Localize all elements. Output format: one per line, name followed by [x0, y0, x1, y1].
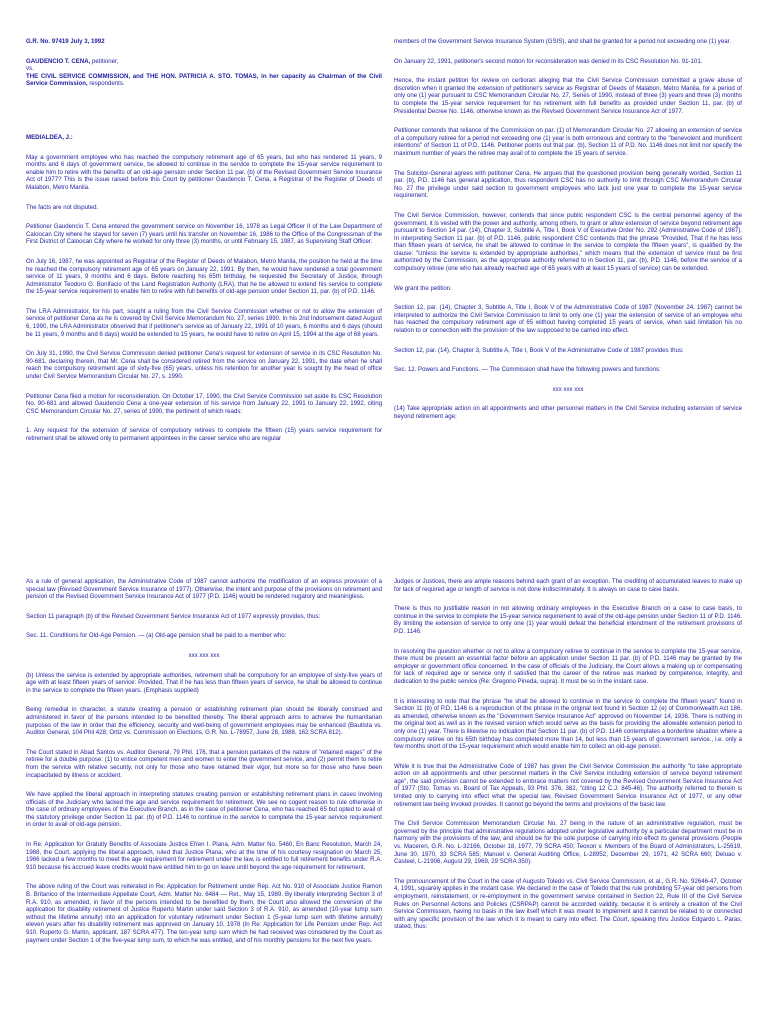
paragraph: On July 31, 1990, the Civil Service Commission denied petitioner Cena's request for extension of service in its CSC Resolution No. 90-681, declaring therein, that Mr. Cena shall be considered retired from the service on January 22, 1991, the date when he shall reach the compulsory retirement age of sixty-five (65) years, unless his retention for another year is sought by the head of office under Civil Service Memorandum Circular No. 27, s. 1990.	[26, 350, 382, 381]
paragraph: The LRA Administrator, for his part, sought a ruling from the Civil Service Commission whether or not to allow the extension of service of petitioner Cena as he is covered by Civil Service Memorandum No. 27, series 1990. In his 2nd Indorsement dated August 6, 1990, the LRA Administrator observed that if petitioner's service as of January 22, 1991 of 10 years, 6 months and 6 days (should be 11 years, 9 months and 6 days) would be extended to 15 years, he would have to retire on April 15, 1994 at the age of 68 years.	[26, 307, 382, 338]
paragraph: There is thus no justifiable reason in not allowing ordinary employees in the Executive Branch on a case to case basis, to continue in the service to complete the 15-year service requirement to avail of the old-age pension under Section 11 of P.D. 1146. By limiting the extension of service to only one (1) year would defeat the beneficial intendment of the retirement provisions of P.D. 1146.	[394, 605, 742, 635]
respondent-role: respondents.	[87, 80, 125, 88]
paragraph: Section 12, par. (14), Chapter 3, Subtitle A, Title I, Book V of the Administrative Code of 1987 provides thus:	[394, 346, 684, 354]
paragraph: Petitioner contends that reliance of the Commission on par. (1) of Memorandum Circular No. 27 allowing an extension of service of a compulsory retiree for a period not exceeding one (1) year is both erroneous and contrary to the "benevolent and munificent intentions" of Section 11 of P.D. 1146. Petitioner points out that par. (b), Section 11 of P.D. No. 1146 does not limit nor specify the maximum number of years the retiree may avail of to complete the 15 years of service.	[394, 127, 742, 157]
ponente: MEDIALDEA, J.:	[26, 133, 73, 141]
case-number: G.R. No. 97419 July 3, 1992	[26, 38, 105, 45]
paragraph: The Solicitor-General agrees with petitioner Cena. He argues that the questioned provision being generally worded, Section 11 par. (b), P.D. 1146 has general application, thus respondent CSC has no authority to limit through CSC Memorandum Circular No. 27 the privilege under said section to government employees who lack just one year to complete the 15-year service requirement.	[394, 169, 742, 200]
paragraph: As a rule of general application, the Administrative Code of 1987 cannot authorize the modification of an express provision of a special law (Revised Government Service Insurance of 1977). Otherwise, the intent and purpose of the provisions on retirement and pension of the Revised Government Service Insurance Act of 1977 (P.D. 1146) would be rendered nugatory and meaningless.	[26, 578, 382, 601]
paragraph: The Court stated in Abad Santos vs. Auditor General, 79 Phil. 176, that a pension partakes of the nature of "retained wages" of the retiree for a double purpose: (1) to entice competent men and women to enter the government service, and (2) permit them to retire from the service with relative security, not only for those who have retained their vigor, but more so for those who have been incapacitated by illness or accident.	[26, 748, 382, 779]
paragraph: The facts are not disputed.	[26, 203, 99, 211]
respondent-names: THE CIVIL SERVICE COMMISSION, and THE HON. PATRICIA A. STO. TOMAS, in her capacity as Chairman of the Civil Service Commission,	[26, 72, 382, 88]
paragraph: While it is true that the Administrative Code of 1987 has given the Civil Service Commission the authority "to take appropriate action on all appointments and other personnel matters in the Civil Service including extension of service beyond retirement age", the said provision cannot be extended to embrace matters not covered by the Revised Government Service Insurance Act of 1977 (Sto. Tomas vs. Board of Tax Appeals, 93 Phil. 376, 382, "citing 12 C.J. 845-46). The authority referred to therein is limited only to carrying into effect what the special law, Revised Government Service Insurance Act of 1977, or any other retirement law being invoked provides. It cannot go beyond the terms and provisions of the basic law.	[394, 762, 742, 808]
paragraph: 1. Any request for the extension of service of compulsory retirees to complete the fifteen (15) years service requirement for retirement shall be allowed only to permanent appointees in the career service who are regular	[26, 427, 382, 442]
paragraph: Sec. 12. Powers and Functions. — The Commission shall have the following powers and functions:	[394, 366, 661, 374]
paragraph: Sec. 11. Conditions for Old-Age Pension. — (a) Old-age pension shall be paid to a member who:	[26, 632, 287, 640]
paragraph: The Civil Service Commission Memorandum Circular No. 27 being in the nature of an administrative regulation, must be governed by the principle that administrative regulations adopted under legislative authority by a particular department must be in harmony with the provisions of the law, and should be for the sole purpose of carrying into effect its general provisions (People vs. Maceren, G.R. No. L-32166, October 18, 1977, 79 SCRA 450; Teoxon v. Members of the Board of Administrators, L-25619, June 30, 1970, 33 SCRA 585; Manuel v. General Auditing Office, L-28952, December 29, 1971, 42 SCRA 660; Deluao v. Casteel, L-21906, August 29, 1969, 29 SCRA 350).	[394, 820, 742, 866]
paragraph: Petitioner Gaudencio T. Cena entered the government service on November 16, 1978 as Legal Officer II of the Law Department of Caloocan City where he stayed for seven (7) years until his transfer on November 16, 1986 to the Office of the Congressman of the First District of Caloocan City where he worked for only three (3) months, or until February 15, 1987, as Supervising Staff Officer.	[26, 223, 382, 246]
petitioner-name: GAUDENCIO T. CENA,	[26, 57, 91, 65]
paragraph: The Civil Service Commission, however, contends that since public respondent CSC is the central personnel agency of the government, it is vested with the power and authority, among others, to grant or allow extension of service beyond retirement age pursuant to Section 14 par. (14), Chapter 3, Subtitle A, Title I, Book V of Executive Order No. 292 (Administrative Code of 1987). In interpreting Section 11 par. (b) of P.D. 1146, public respondent CSC contends that the phrase "Provided, That if he has less than fifteen years of service, he shall be allowed to continue in the service to complete the fifteen years", is qualified by the clause: "Unless the service is extended by appropriate authorities," which means that the extension of service must be first authorized by the Commission, as the appropriate authority referred to in Section 11, par. (b), P.D. 1146, before the service of a compulsory retiree (one who has already reached age of 65 years with at least 15 years of service) can be extended.	[394, 211, 742, 273]
paragraph: Judges or Justices, there are ample reasons behind each grant of an exception. The crediting of accumulated leaves to make up for lack of required age or length of service is not done indiscriminately. It is always on case to case basis.	[394, 578, 742, 593]
ellipsis-line: xxx xxx xxx	[552, 385, 584, 393]
paragraph: On January 22, 1991, petitioner's second motion for reconsideration was denied in its CSC Resolution No. 91-101.	[394, 57, 703, 65]
petitioner-role: petitioner,	[90, 57, 119, 65]
paragraph: members of the Government Service Insurance System (GSIS), and shall be granted for a period not exceeding one (1) year.	[394, 38, 732, 45]
paragraph: In resolving the question whether or not to allow a compulsory retiree to continue in the service to complete the 15-year service, there must be present an essential factor before an application under Section 11 par. (b) of P.D. 1146 may be granted by the employer or government office concerned. In the case of officials of the Judiciary, the Court allows a making up or compensating for lack of required age or service only if satisfied that the career of the retiree was marked by competence, integrity, and dedication to the public service (Re: Gregorio Pineda, supra). It must be so in the instant case.	[394, 647, 742, 685]
paragraph: On July 16, 1987, he was appointed as Registrar of the Register of Deeds of Malabon, Metro Manila, the position he held at the time he reached the compulsory retirement age of 65 years on January 22, 1991. By then, he would have rendered a total government service of 11 years, 9 months and 6 days. Before reaching his 65th birthday, he requested the Secretary of Justice, through Administrator Teodoro G. Bonifacio of the Land Registration Authority (LRA), that he be allowed to extend his service to complete the 15-year service requirement to enable him to retire with full benefits of old-age pension under Section 11, par. (b) of P.D. 1146.	[26, 257, 383, 296]
paragraph: Hence, the instant petition for review on certiorari alleging that the Civil Service Commission committed a grave abuse of discretion when it granted the extension of petitioner's service as Registrar of Deeds of Malabon, Metro Manila, for a period of only one (1) year pursuant to CSC Memorandum Circular No. 27, Series of 1990, instead of three (3) years and three (3) months to complete the 15-year service requirement for his retirement with full benefits as provided under Section 11, par. (b) of Presidential Decree No. 1146, otherwise known as the Revised Government Service Insurance Act of 1977.	[394, 77, 742, 115]
case-parties	[26, 58, 382, 88]
page-2-right-column	[394, 578, 742, 943]
paragraph: The above ruling of the Court was reiterated in Re: Application for Retirement under Rep. Act No. 910 of Associate Justice Ramon B. Britanico of the Intermediate Appellate Court, Adm. Matter No. 6484 — Ret., May 15, 1989. By liberally interpreting Section 3 of R.A. 910, as amended, in favor of the persons intended to be benefited by them, the Court also allowed the conversion of the application for disability retirement of Justice Ruperto Martin under said Section 3 of R.A. 910, as amended (10-year lump sum without the lifetime annuity) into an application for voluntary retirement under Section 1 (5-year lump sum with lifetime annuity) eleven years after his disability retirement was approved on January 10, 1978 (In Re: Application for Life Pension under Rep. Act 910. Ruperto G. Martin, applicant, 187 SCRA 477). The ten-year lump sum which he had received was considered by the Court as payment under Section 1 of the five-year lump sum, to which he was entitled, and of his monthly pensions for the next five years.	[26, 883, 382, 944]
spacer	[26, 116, 382, 134]
paragraph: It is interesting to note that the phrase "he shall be allowed to continue in the service to complete the fifteen years" found in Section 11 (b) of P.D. 1146 is a reproduction of the phrase in the original text found in Section 12 (e) of Commonwealth Act 186, as amended, otherwise known as the "Government Service Insurance Act" approved on November 14, 1936. There is nothing in the original text as well as in the revised version which would serve as the basis for providing the allowable extension period to only one (1) year. There is likewise no indication that Section 11 par. (b) of P.D. 1146 contemplates a borderline situation where a compulsory retiree on his 65th birthday has completed more than 14, but less than 15 years of government service., i.e. only a few months short of the 15-year requirement which would enable him to collect an old-age pension.	[394, 697, 742, 751]
paragraph: The pronouncement of the Court in the case of Augusto Toledo vs. Civil Service Commission, et al., G.R. No. 92646-47, October 4, 1991, squarely applies in the instant case. We declared in the case of Toledo that the rule prohibiting 57-year old persons from employment, reinstatement, or re-employment in the government service contained in Section 22, Rule III of the Civil Service Rules on Personnel Actions and Policies (CSRPAP) cannot be accorded validity, because it is entirely a creation of the Civil Service Commission, having no basis in the law itself which it was meant to implement and it cannot be related to or connected with any specific provision of the law which it is meant to carry into effect. The Court, speaking thru Justice Edgardo L. Paras, stated, thus:	[394, 877, 742, 931]
paragraph: Section 12, par. (14), Chapter 3, Subtitle A, Title I, Book V of the Administrative Code of 1987 (November 24, 1987) cannot be interpreted to authorize the Civil Service Commission to limit to only one (1) year the extension of service of an employee who has reached the compulsory retirement age of 65 without having completed 15 years of service, when said limitation his no relation to or connection with the provision of the law supposed to be carried into effect.	[394, 304, 742, 335]
paragraph: (b) Unless the service is extended by appropriate authorities, retirement shall be compulsory for an employee of sixty-five years of age with at least fifteen years of service: Provided, That if he has less than fifteen years of service, he shall be allowed to continue in the service to complete the fifteen years. (Emphasis supplied)	[26, 671, 382, 694]
page-1-left-column	[26, 38, 382, 455]
paragraph: In Re: Application for Gratuity Benefits of Associate Justice Efren I. Plana, Adm. Matter No. 5460, En Banc Resolution, March 24, 1988, the Court, applying the liberal approach, ruled that Justice Plana, who at the time of his courtesy resignation on March 25, 1986 lacked a few months to meet the age requirement for retirement under the law, is entitled to full retirement benefits under R.A. 910 because his accrued leave credits would have entitled him to go on leave until beyond the age requirement for retirement.	[26, 841, 382, 871]
page-2	[0, 512, 768, 1024]
versus: vs.	[26, 65, 34, 73]
paragraph: May a government employee who has reached the compulsory retirement age of 65 years, but who has rendered 11 years, 9 months and 6 days of government service, be allowed to continue in the service to complete the 15-year service requirement to enable him to retire with the benefits of an old-age pension under Section 11 par. (b) of the Revised Government Service Insurance Act of 1977? This is the issue raised before this Court by petitioner Gaudencio T. Cena, a Registrar of the Register of Deeds of Malabon, Metro Manila.	[26, 153, 382, 191]
paragraph: We have applied the liberal approach in interpreting statutes creating pension or establishing retirement plans in cases involving officials of the Judiciary who lacked the age and service requirement for retirement. We see no cogent reason to rule otherwise in the case of ordinary employees of the Executive Branch, as in the case of petitioner Cena, who has reached 65 but opted to avail of the statutory privilege under Section 11 par. (b) of P.D. 1146 to continue in the service to complete the 15-year service requirement in order to avail of old-age pension.	[26, 791, 382, 829]
paragraph: Section 11 paragraph (b) of the Revised Government Service Insurance Act of 1977 expressly provides, thus:	[26, 612, 321, 620]
paragraph: We grant the petition.	[394, 284, 452, 292]
paragraph: (14) Take appropriate action on all appointments and other personnel matters in the Civil Service including extension of service beyond retirement age;	[394, 405, 742, 420]
paragraph: Petitioner Cena filed a motion for reconsideration. On October 17, 1990, the Civil Service Commission set aside its CSC Resolution No. 90-681 and allowed Gaudencio Cena a one-year extension of his service from January 22, 1991 to January 22, 1992, citing CSC Memorandum Circular No. 27, series of 1990, the pertinent of which reads:	[26, 392, 382, 415]
ellipsis-line: xxx xxx xxx	[188, 651, 220, 659]
page-1-right-column	[394, 38, 742, 433]
page-2-left-column	[26, 578, 382, 956]
paragraph: Being remedial in character, a statute creating a pension or establishing retirement plan should be liberally construed and administered in favor of the persons intended to be benefited thereby. The liberal approach aims to achieve the humanitarian purposes of the law in order that the efficiency, security and well-being of government employees may be enhanced (Bautista vs. Auditor General, 104 Phil 428; Ortiz vs. Commission on Elections, G.R. No. L-78957, June 28, 1988, 162 SCRA 812).	[26, 706, 382, 737]
